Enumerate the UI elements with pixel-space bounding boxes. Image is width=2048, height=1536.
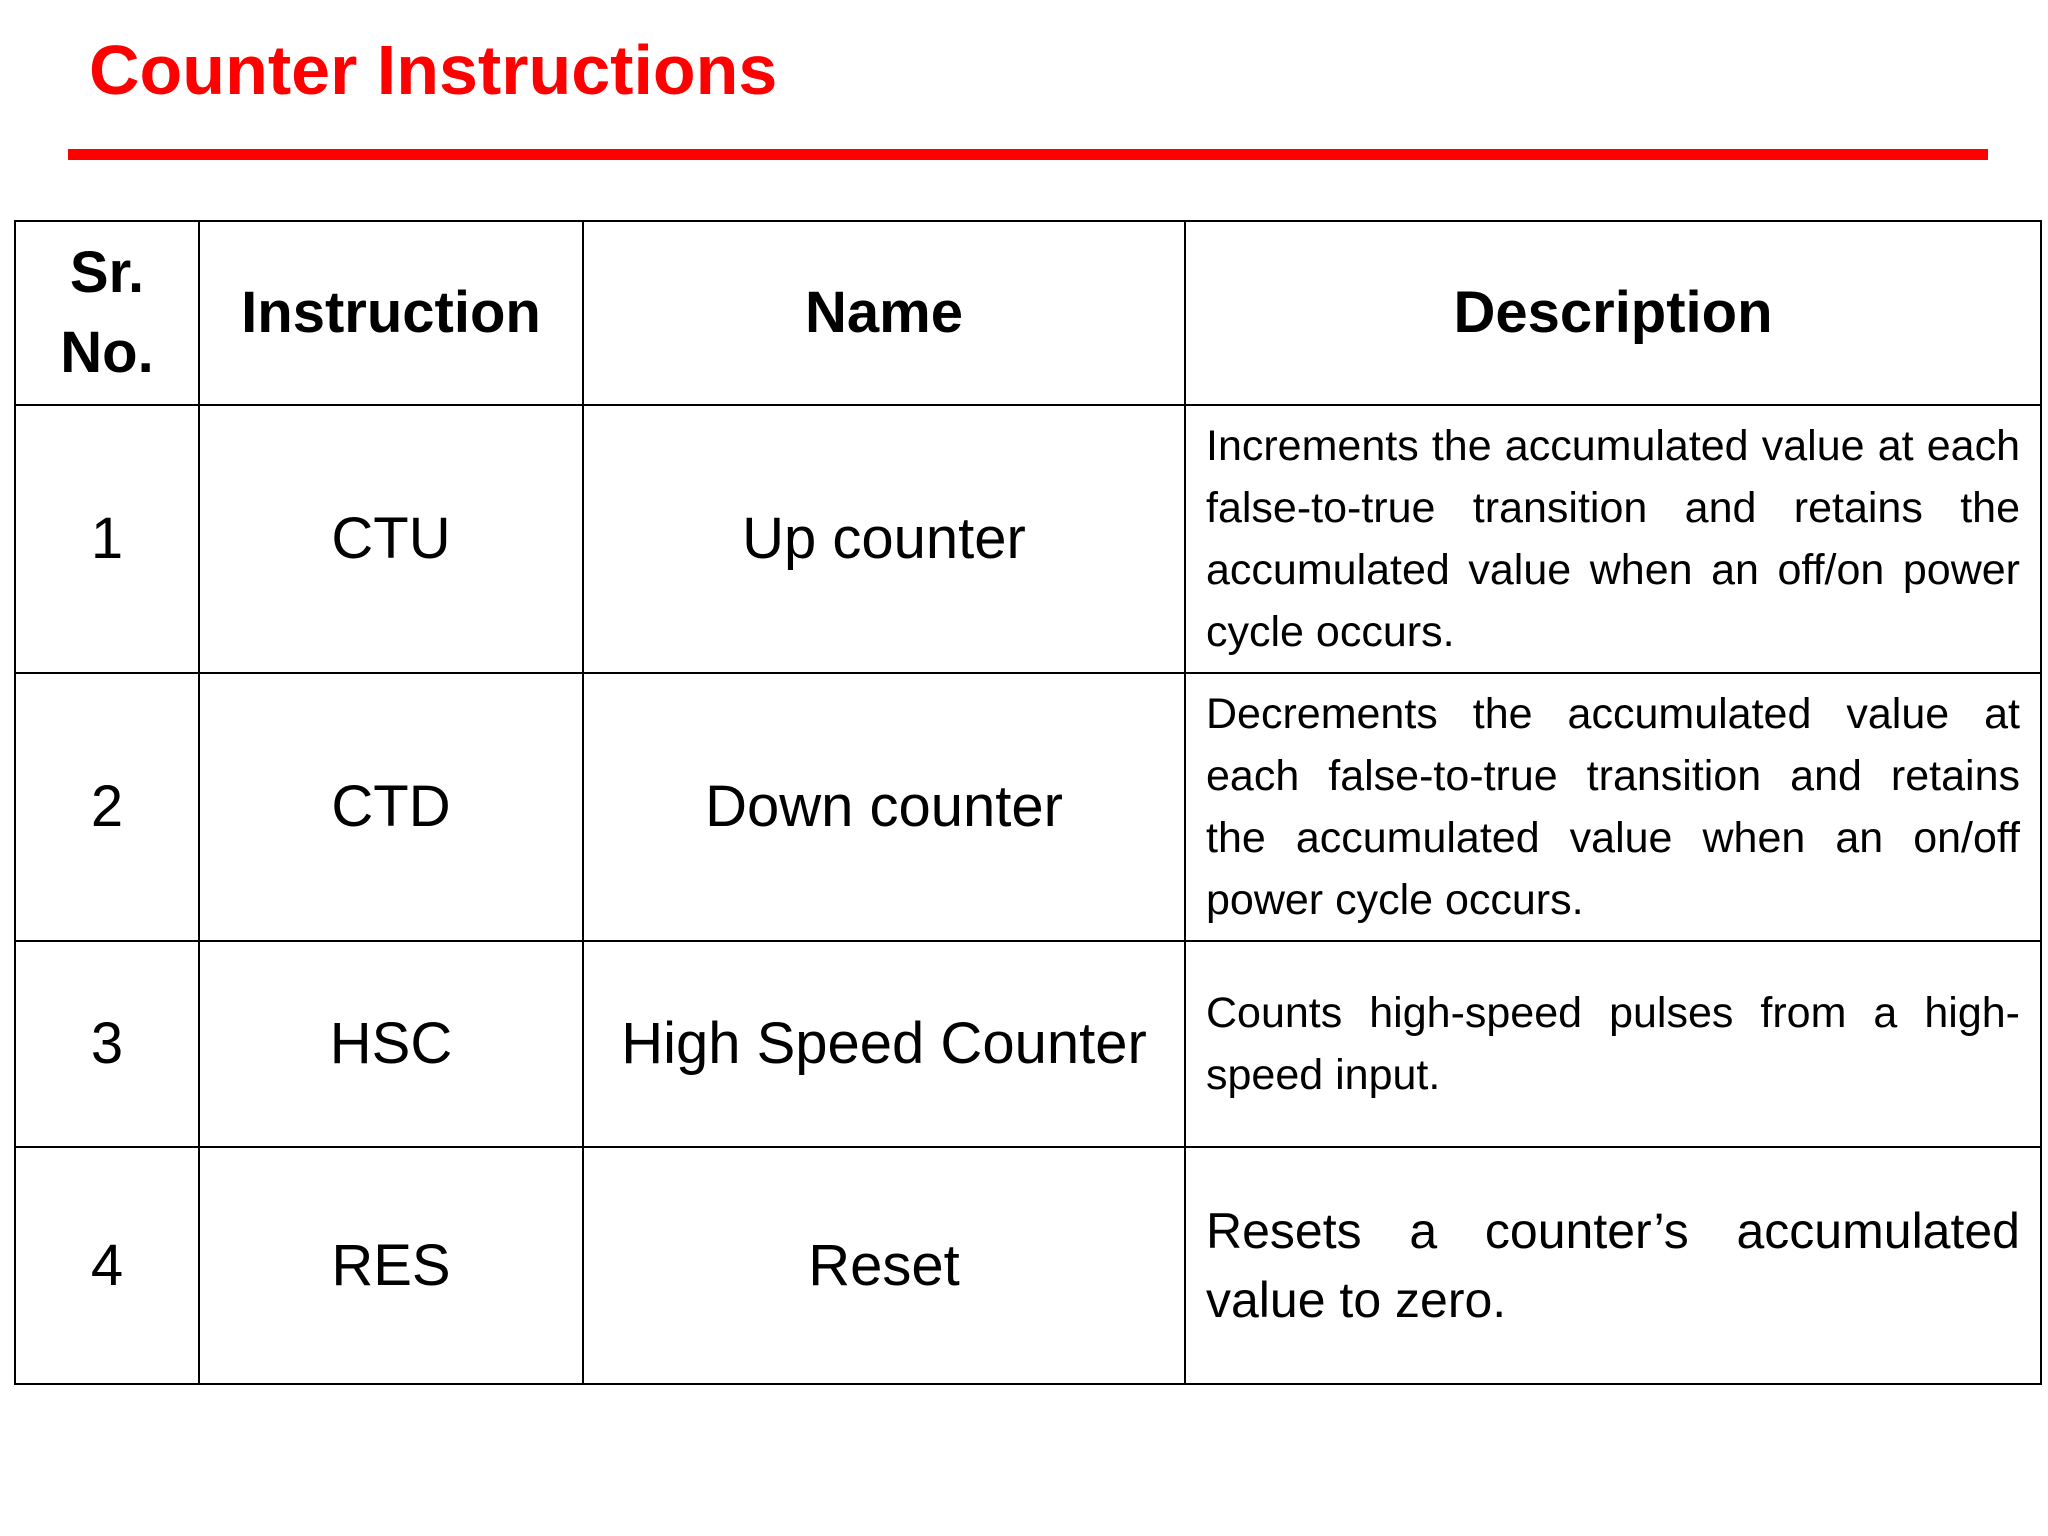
header-sr-no-line2: No. [60,320,154,385]
cell-description: Increments the accumulated value at each false-to-true transition and retains the accumulated value when an off/on power cycle occurs. [1185,405,2041,673]
cell-name: Reset [583,1147,1185,1384]
page-title: Counter Instructions [89,31,778,109]
title-underline [68,149,1988,160]
table-header-row [15,221,2041,405]
cell-description: Resets a counter’s accumulated value to zero. [1185,1147,2041,1384]
table-row [15,1147,2041,1384]
cell-instruction: CTD [199,673,583,941]
cell-sr-no: 2 [15,673,199,941]
table-row [15,941,2041,1147]
counter-instructions-table [14,220,2042,1385]
cell-description: Counts high-speed pulses from a high-speed input. [1185,941,2041,1147]
table-row [15,405,2041,673]
cell-description: Decrements the accumulated value at each false-to-true transition and retains the accumulated value when an on/off power cycle occurs. [1185,673,2041,941]
cell-name: High Speed Counter [583,941,1185,1147]
cell-instruction: HSC [199,941,583,1147]
header-name: Name [583,221,1185,405]
cell-sr-no: 3 [15,941,199,1147]
table-row [15,673,2041,941]
cell-instruction: RES [199,1147,583,1384]
header-sr-no-line1: Sr. [69,240,145,305]
cell-sr-no: 1 [15,405,199,673]
cell-instruction: CTU [199,405,583,673]
cell-name: Up counter [583,405,1185,673]
cell-name: Down counter [583,673,1185,941]
header-instruction: Instruction [199,221,583,405]
header-sr-no [15,221,199,405]
header-description: Description [1185,221,2041,405]
cell-sr-no: 4 [15,1147,199,1384]
